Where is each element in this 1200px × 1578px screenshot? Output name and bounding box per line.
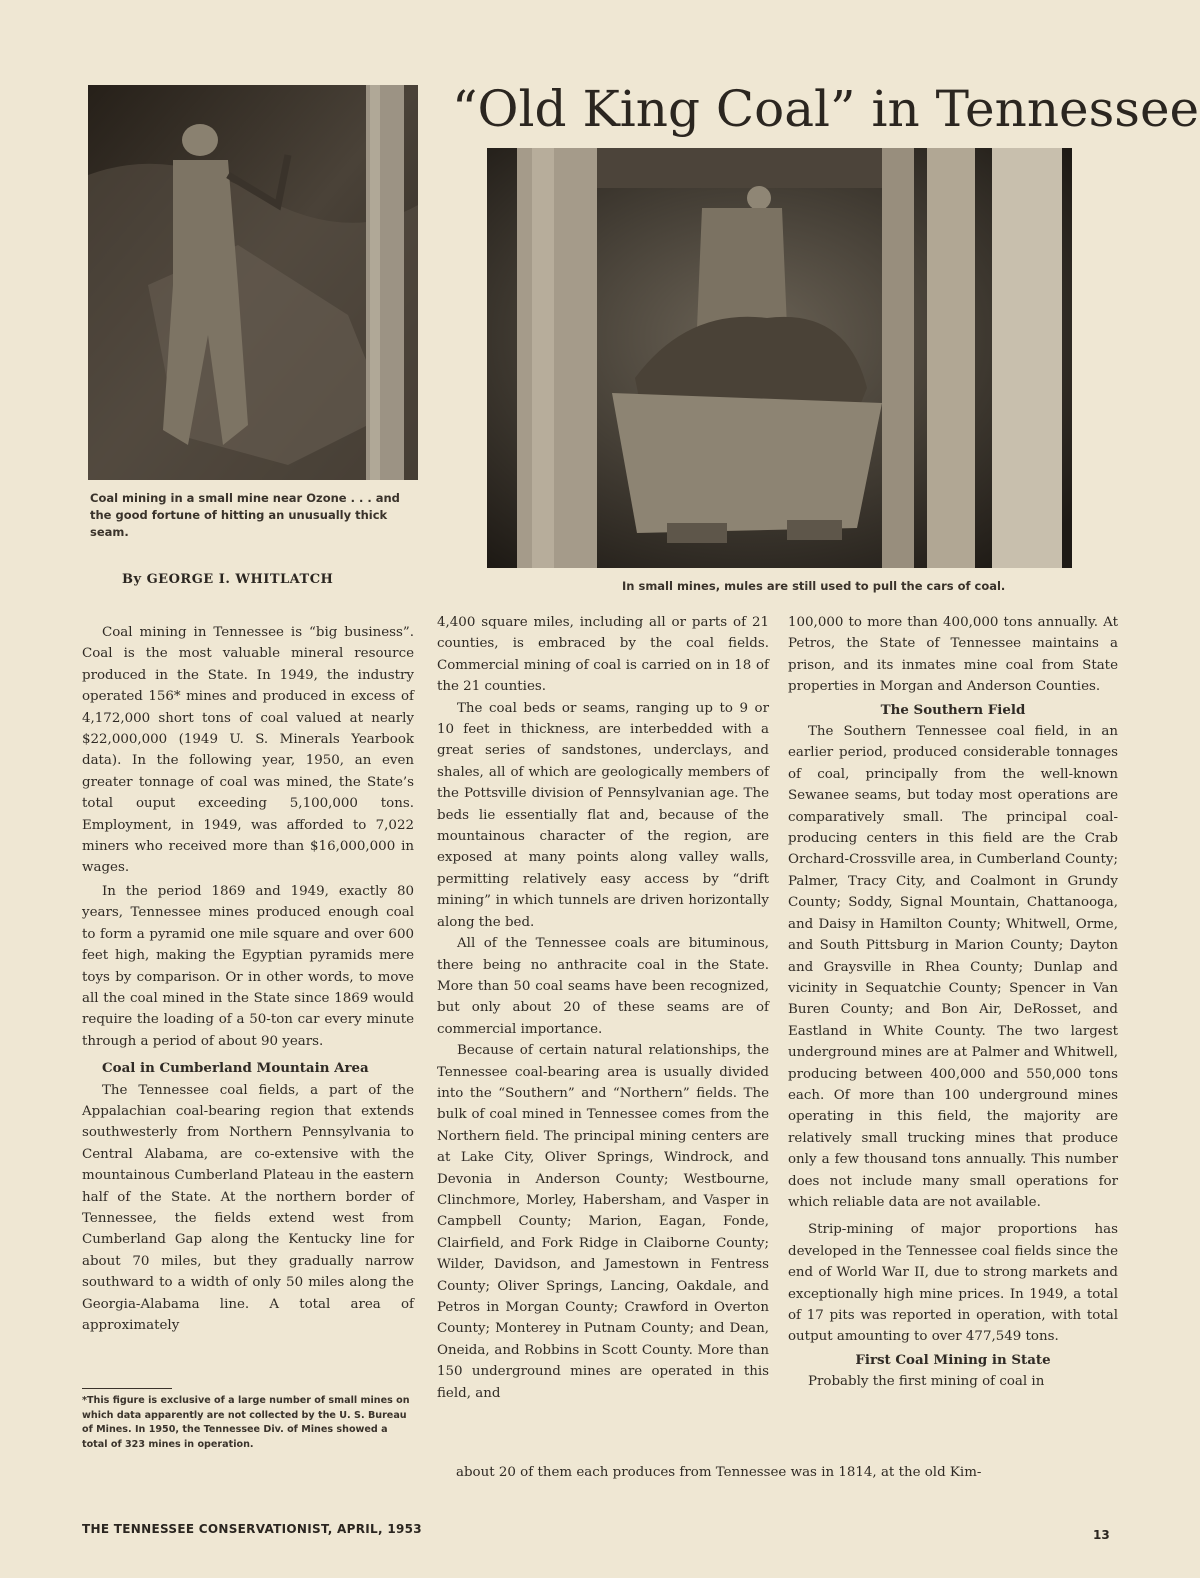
article-column-3 [788,612,1118,1393]
paragraph: 100,000 to more than 400,000 tons annually. At Petros, the State of Tennessee maintains a prison, and its inmates mine coal from State properties in Morgan and Anderson Counties. [788,615,1118,695]
miner-photo-icon [88,85,418,480]
paragraph: In the period 1869 and 1949, exactly 80 years, Tennessee mines produced enough coal to form a pyramid one mile square and over 600 feet high, making the Egyptian pyramids mere toys by comparison. Or in other words, to move all the coal mined in the State since 1869 would require the loading of a 50-ton car every minute through a period of about 90 years. [82,883,414,1049]
section-heading: First Coal Mining in State [855,1351,1051,1368]
paragraph: Probably the first mining of coal in [808,1374,1045,1390]
coal-car-photo-icon [487,148,1072,568]
byline: By GEORGE I. WHITLATCH [122,572,334,587]
footnote: *This figure is exclusive of a large number of small mines on which data apparently are not collected by the U. S. Bureau of Mines. In 1950, the Tennessee Div. of Mines showed a total of 323 mines in operation. [82,1395,410,1450]
publication-footer: THE TENNESSEE CONSERVATIONIST, APRIL, 1953 [82,1522,422,1536]
right-photo-caption: In small mines, mules are still used to pull the cars of coal. [622,579,1006,593]
paragraph: All of the Tennessee coals are bituminous, there being no anthracite coal in the State. More than 50 coal seams have been recognized, but only about 20 of these seams are of commercial importance. [437,936,769,1037]
section-heading: The Southern Field [880,701,1026,718]
paragraph: The Southern Tennessee coal field, in an earlier period, produced considerable tonnages of coal, principally from the well-known Sewanee seams, but today most operations are comparatively small. The principal coal-producing centers in this field are the Crab Orchard-Crossville area, in Cumberland County; Palmer, Tracy City, and Coalmont in Grundy County; Soddy, Signal Mountain, Chattanooga, and Daisy in Hamilton County; Whitwell, Orme, and South Pittsburg in Marion County; Dayton and Graysville in Rhea County; Dunlap and vicinity in Sequatchie County; Spencer in Van Buren County; and Bon Air, DeRosset, and Eastland in White County. The two largest underground mines are at Palmer and Whitwell, producing between 400,000 and 550,000 tons each. Of more than 100 underground mines operating in this field, the majority are relatively small trucking mines that produce only a few thousand tons annually. This number does not include many small operations for which reliable data are not available. [788,724,1118,1210]
article-column-2 [437,612,769,1404]
footnote-divider [82,1388,172,1389]
left-photo-caption: Coal mining in a small mine near Ozone . . . and the good fortune of hitting an unusually thick seam. [90,491,400,539]
article-column-1 [82,622,414,1336]
paragraph: Because of certain natural relationships, the Tennessee coal-bearing area is usually divided into the “Southern” and “Northern” fields. The bulk of coal mined in Tennessee comes from the Northern field. The principal mining centers are at Lake City, Oliver Springs, Windrock, and Devonia in Anderson County; Westbourne, Clinchmore, Morley, Habersham, and Vasper in Campbell County; Marion, Eagan, Fonde, Clairfield, and Fork Ridge in Claiborne County; Wilder, Davidson, and Jamestown in Fentress County; Oliver Springs, Lancing, Oakdale, and Petros in Morgan County; Crawford in Overton County; Monterey in Putnam County; and Dean, Oneida, and Robbins in Scott County. More than 150 underground mines are operated in this field, and [437,1043,769,1401]
section-heading: Coal in Cumberland Mountain Area [102,1060,369,1077]
paragraph: The Tennessee coal fields, a part of the Appalachian coal-bearing region that extends southwesterly from Northern Pennsylvania to Central Alabama, are co-extensive with the mountainous Cumberland Plateau in the eastern half of the State. At the northern border of Tennessee, the fields extend west from Cumberland Gap along the Kentucky line for about 70 miles, but they gradually narrow southward to a width of only 50 miles along the Georgia-Alabama line. A total area of approximately [82,1082,414,1333]
page-number: 13 [1093,1528,1110,1542]
paragraph: 4,400 square miles, including all or parts of 21 counties, is embraced by the coal fields. Commercial mining of coal is carried on in 18 of the 21 counties. [437,615,769,695]
page-title: “Old King Coal” in Tennessee [452,80,1200,138]
paragraph: The coal beds or seams, ranging up to 9 or 10 feet in thickness, are interbedded with a great series of sandstones, underclays, and shales, all of which are geologically members of the Pottsville division of Pennsylvanian age. The beds lie essentially flat and, because of the mountainous character of the region, are exposed at many points along valley walls, permitting relatively easy access by “drift mining” in which tunnels are driven horizontally along the bed. [437,700,769,930]
paragraph: Coal mining in Tennessee is “big business”. Coal is the most valuable mineral resource produced in the State. In 1949, the industry operated 156* mines and produced in excess of 4,172,000 short tons of coal valued at nearly $22,000,000 (1949 U. S. Minerals Yearbook data). In the following year, 1950, an even greater tonnage of coal was mined, the State’s total ouput exceeding 5,100,000 tons. Employment, in 1949, was afforded to 7,022 miners who received more than $16,000,000 in wages. [82,625,414,876]
continued-line: about 20 of them each produces from Tennessee was in 1814, at the old Kim- [456,1465,982,1480]
paragraph: Strip-mining of major proportions has developed in the Tennessee coal fields since the end of World War II, due to strong markets and exceptionally high mine prices. In 1949, a total of 17 pits was reported in operation, with total output amounting to over 477,549 tons. [788,1222,1118,1345]
